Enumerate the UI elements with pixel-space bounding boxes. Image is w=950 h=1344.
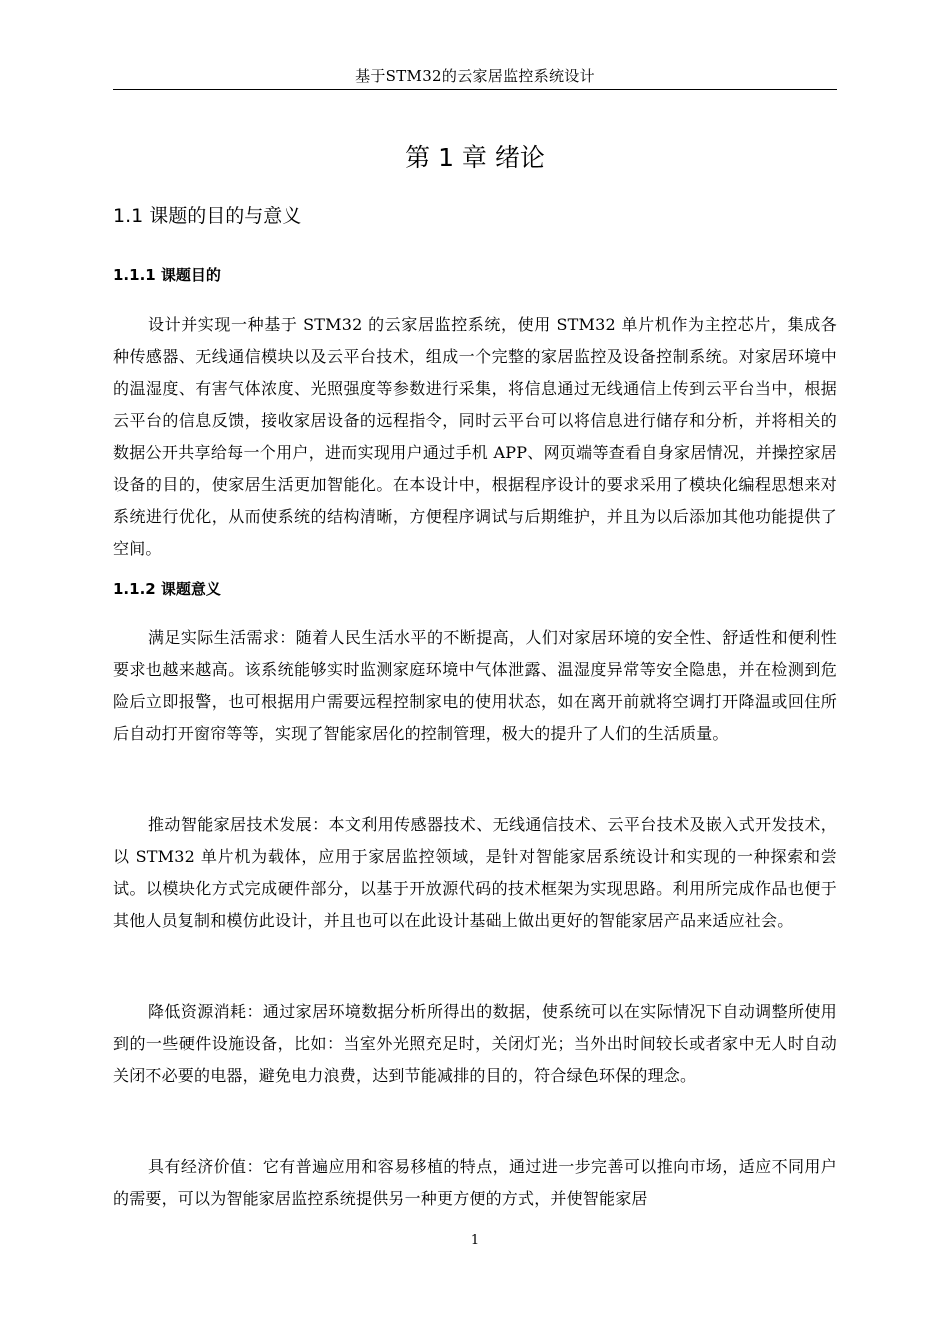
paragraph-tech-development: 推动智能家居技术发展：本文利用传感器技术、无线通信技术、云平台技术及嵌入式开发技术，以 STM32 单片机为载体，应用于家居监控领域，是针对智能家居系统设计和实现的一种探索和尝试。以模块化方式完成硬件部分，以基于开放源代码的技术框架为实现思路。利用所完成作品也便于其他人员复制和模仿此设计，并且也可以在此设计基础上做出更好的智能家居产品来适应社会。 xyxy=(113,815,837,930)
paragraph-resource-saving: 降低资源消耗：通过家居环境数据分析所得出的数据，使系统可以在实际情况下自动调整所使用到的一些硬件设施设备，比如：当室外光照充足时，关闭灯光；当外出时间较长或者家中无人时自动关闭不必要的电器，避免电力浪费，达到节能减排的目的，符合绿色环保的理念。 xyxy=(113,1002,837,1085)
chapter-title: 第 1 章 绪论 xyxy=(405,143,545,172)
subsection-title-significance: 1.1.2 课题意义 xyxy=(113,580,221,598)
page-number: 1 xyxy=(470,1233,480,1248)
running-header: 基于STM32的云家居监控系统设计 xyxy=(355,67,595,85)
paragraph-living-needs: 满足实际生活需求：随着人民生活水平的不断提高，人们对家居环境的安全性、舒适性和便利性要求也越来越高。该系统能够实时监测家庭环境中气体泄露、温湿度异常等安全隐患，并在检测到危险后立即报警，也可根据用户需要远程控制家电的使用状态，如在离开前就将空调打开降温或回住所后自动打开窗帘等等，实现了智能家居化的控制管理，极大的提升了人们的生活质量。 xyxy=(113,628,837,743)
subsection-title-purpose: 1.1.1 课题目的 xyxy=(113,266,221,284)
paragraph-purpose: 设计并实现一种基于 STM32 的云家居监控系统，使用 STM32 单片机作为主控芯片，集成各种传感器、无线通信模块以及云平台技术，组成一个完整的家居监控及设备控制系统。对家居环境中的温湿度、有害气体浓度、光照强度等参数进行采集，将信息通过无线通信上传到云平台当中，根据云平台的信息反馈，接收家居设备的远程指令，同时云平台可以将信息进行储存和分析，并将相关的数据公开共享给每一个用户，进而实现用户通过手机 APP、网页端等查看自身家居情况，并操控家居设备的目的，使家居生活更加智能化。在本设计中，根据程序设计的要求采用了模块化编程思想来对系统进行优化，从而使系统的结构清晰，方便程序调试与后期维护，并且为以后添加其他功能提供了空间。 xyxy=(113,315,837,558)
paragraph-economic-value: 具有经济价值：它有普遍应用和容易移植的特点，通过进一步完善可以推向市场，适应不同用户的需要，可以为智能家居监控系统提供另一种更方便的方式，并使智能家居 xyxy=(113,1157,837,1208)
header-divider xyxy=(113,89,837,90)
section-title: 1.1 课题的目的与意义 xyxy=(113,205,302,227)
